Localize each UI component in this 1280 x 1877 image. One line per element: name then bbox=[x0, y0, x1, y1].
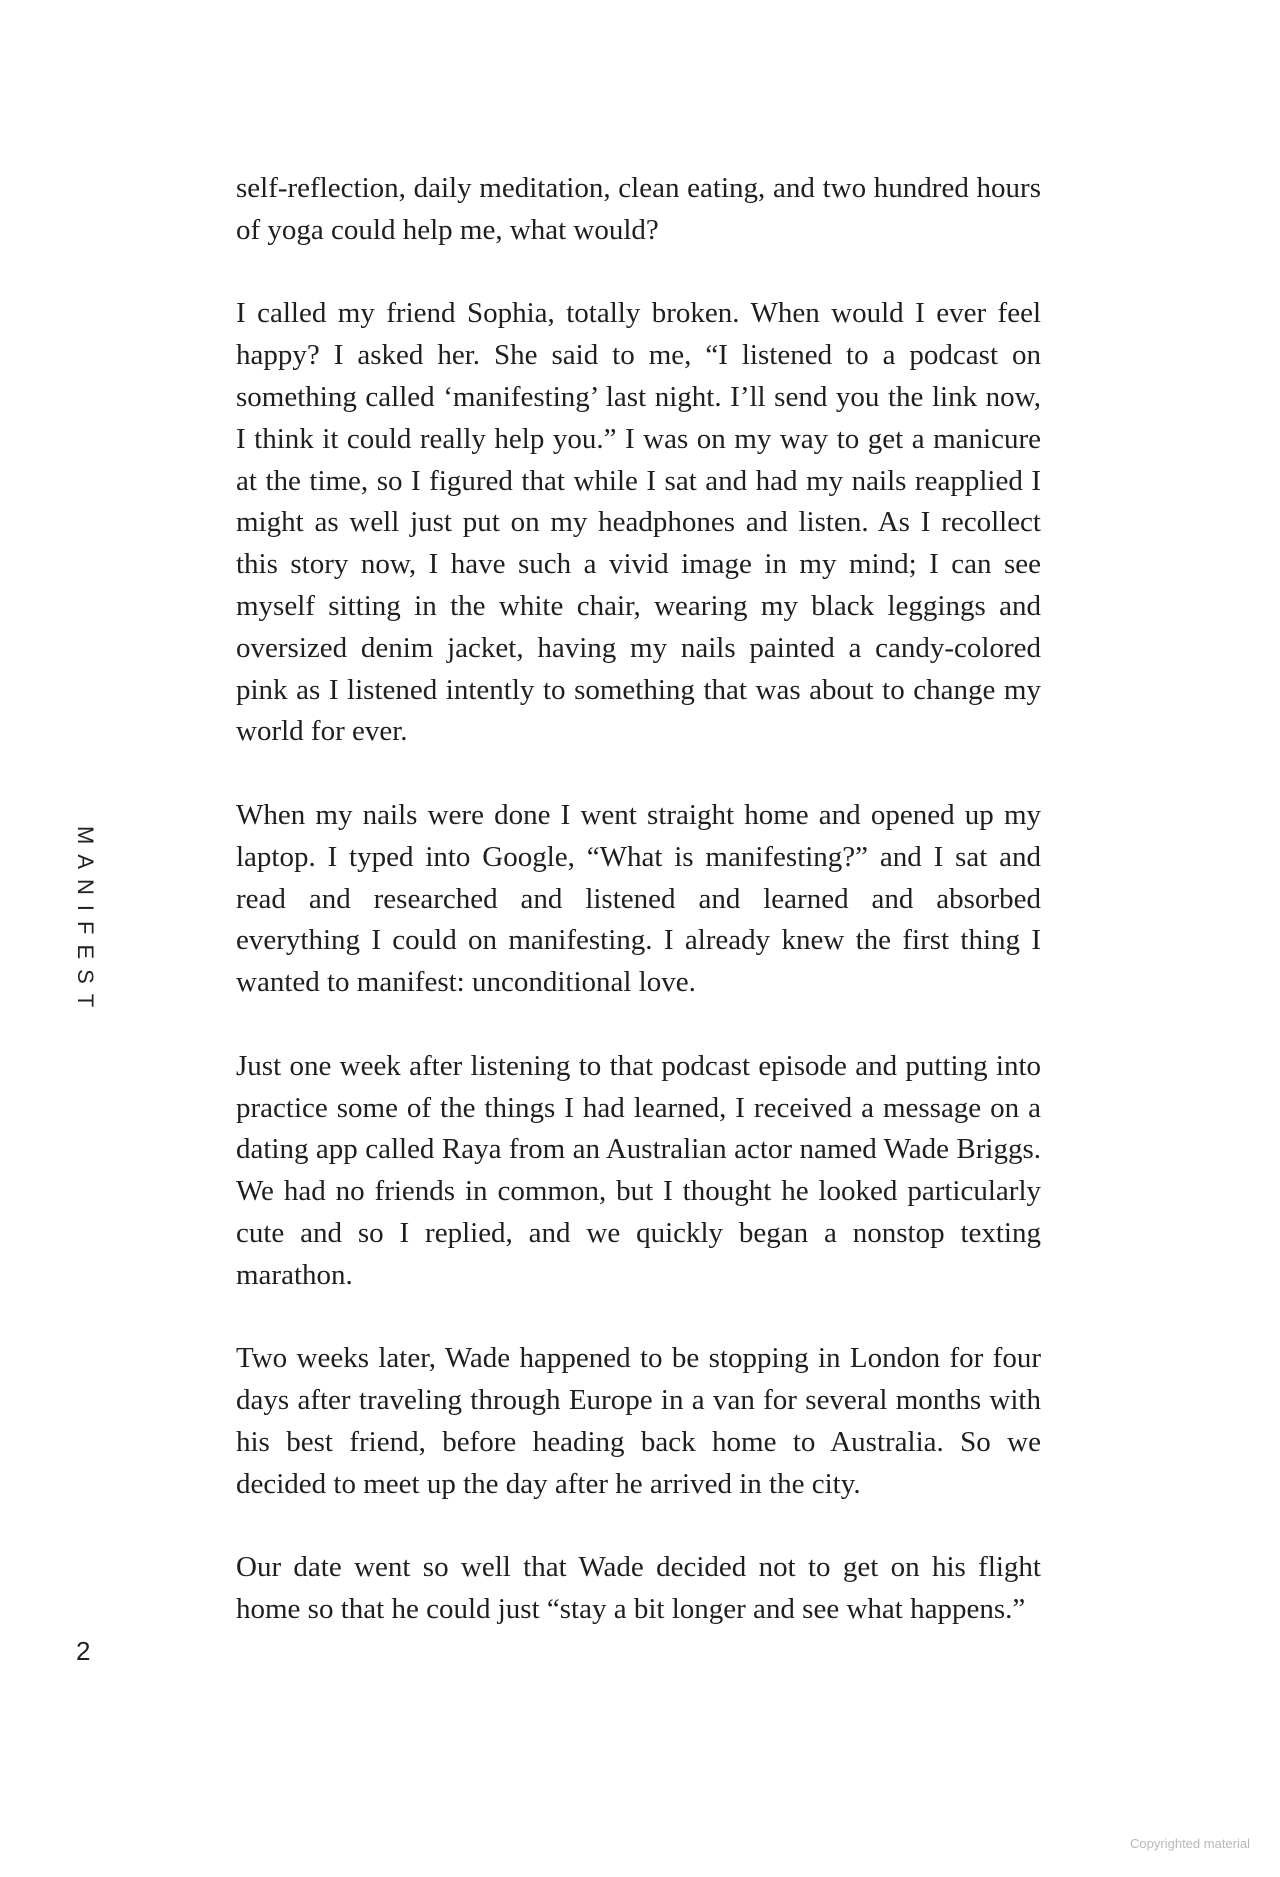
running-head: MANIFEST bbox=[73, 826, 98, 1018]
paragraph-6: Our date went so well that Wade decided not to get on his flight home so that he could just “stay a bit longer and see what happens.” bbox=[236, 1551, 1041, 1626]
paragraph-4: Just one week after listening to that podcast episode and putting into practice some of the things I had learned, I received a message on a dating app called Raya from an Australian actor named Wade Briggs. We had no friends in common, but I thought he looked particularly cute and so I replied, and we quickly began a nonstop texting marathon. bbox=[236, 1049, 1041, 1291]
paragraph-2: I called my friend Sophia, totally broken. When would I ever feel happy? I asked her. She said to me, “I listened to a podcast on something called ‘manifesting’ last night. I’ll send you the link now, I think it could really help you.” I was on my way to get a manicure at the time, so I figured that while I sat and had my nails reapplied I might as well just put on my headphones and listen. As I recollect this story now, I have such a vivid image in my mind; I can see myself sitting in the white chair, wearing my black leggings and oversized denim jacket, having my nails painted a candy-colored pink as I listened intently to something that was about to change my world for ever. bbox=[236, 297, 1041, 748]
page-number: 2 bbox=[76, 1636, 91, 1666]
running-head-container bbox=[68, 826, 98, 1016]
body-text bbox=[236, 168, 1041, 1673]
copyright-watermark: Copyrighted material bbox=[1130, 1836, 1250, 1851]
paragraph-1: self-reflection, daily meditation, clean eating, and two hundred hours of yoga could help me, what would? bbox=[236, 172, 1041, 246]
paragraph-5: Two weeks later, Wade happened to be stopping in London for four days after traveling through Europe in a van for several months with his best friend, before heading back home to Australia. So we decided to meet up the day after he arrived in the city. bbox=[236, 1342, 1041, 1500]
paragraph-3: When my nails were done I went straight home and opened up my laptop. I typed into Google, “What is manifesting?” and I sat and read and researched and listened and learned and absorbed everything I could on manifesting. I already knew the first thing I wanted to manifest: unconditional love. bbox=[236, 798, 1041, 999]
